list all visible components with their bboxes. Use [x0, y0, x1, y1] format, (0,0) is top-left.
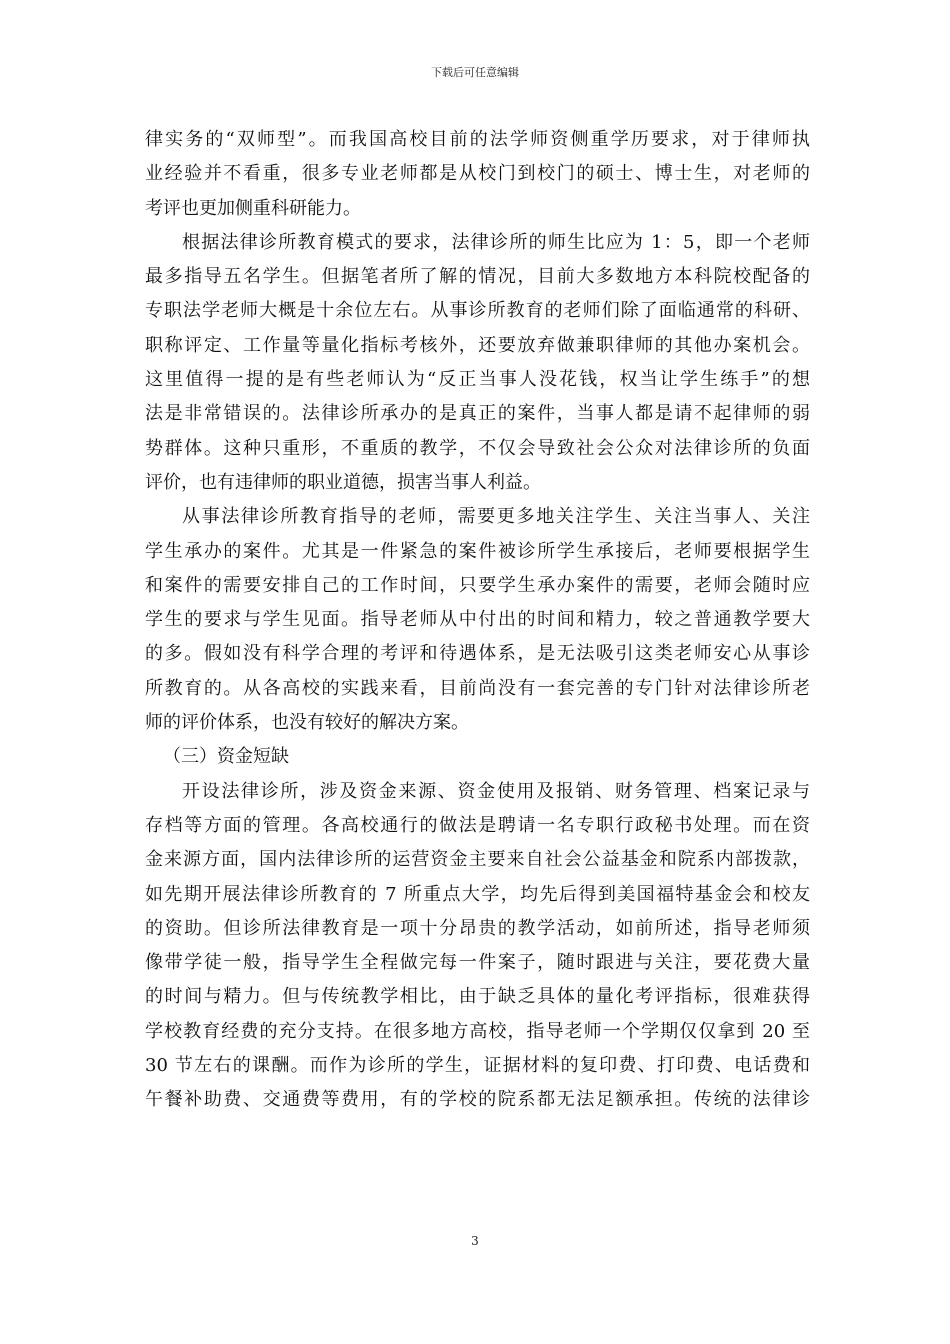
- paragraph: [145, 500, 810, 740]
- text-line: 午餐补助费、交通费等费用，有的学校的院系都无法足额承担。传统的法律诊: [145, 1089, 810, 1111]
- text-line: 的资助。但诊所法律教育是一项十分昂贵的教学活动，如前所述，指导老师须: [145, 917, 810, 939]
- text-line: 最多指导五名学生。但据笔者所了解的情况，目前大多数地方本科院校配备的: [145, 266, 810, 288]
- text-line: 开设法律诊所，涉及资金来源、资金使用及报销、财务管理、档案记录与: [182, 780, 810, 802]
- text-line: 学校教育经费的充分支持。在很多地方高校，指导老师一个学期仅仅拿到 20 至: [145, 1020, 810, 1042]
- section-heading: [145, 740, 810, 774]
- text-line: 专职法学老师大概是十余位左右。从事诊所教育的老师们除了面临通常的科研、: [145, 300, 810, 322]
- text-line: 像带学徒一般，指导学生全程做完每一件案子，随时跟进与关注，要花费大量: [145, 952, 810, 974]
- text-line: 30 节左右的课酬。而作为诊所的学生，证据材料的复印费、打印费、电话费和: [145, 1055, 810, 1077]
- text-line: 如先期开展法律诊所教育的 7 所重点大学，均先后得到美国福特基金会和校友: [145, 883, 810, 905]
- text-line: 业经验并不看重，很多专业老师都是从校门到校门的硕士、博士生，对老师的: [145, 163, 810, 185]
- text-line: 法是非常错误的。法律诊所承办的是真正的案件，当事人都是请不起律师的弱: [145, 403, 810, 425]
- text-line: 存档等方面的管理。各高校通行的做法是聘请一名专职行政秘书处理。而在资: [145, 814, 810, 836]
- page-header: 下载后可任意编辑: [431, 66, 519, 79]
- paragraph: [145, 123, 810, 226]
- text-line: 学生承办的案件。尤其是一件紧急的案件被诊所学生承接后，老师要根据学生: [145, 540, 810, 562]
- section-heading-text: （三）资金短缺: [163, 746, 289, 768]
- text-line: 评价，也有违律师的职业道德，损害当事人利益。: [145, 471, 541, 493]
- paragraph: [145, 226, 810, 500]
- text-line: 的多。假如没有科学合理的考评和待遇体系，是无法吸引这类老师安心从事诊: [145, 643, 810, 665]
- text-line: 职称评定、工作量等量化指标考核外，还要放弃做兼职律师的其他办案机会。: [145, 334, 810, 356]
- text-line: 律实务的“双师型”。而我国高校目前的法学师资侧重学历要求，对于律师执: [145, 129, 810, 150]
- document-body: [145, 123, 810, 1118]
- text-line: 的时间与精力。但与传统教学相比，由于缺乏具体的量化考评指标，很难获得: [145, 986, 810, 1008]
- page-number: 3: [471, 1234, 479, 1248]
- text-line: 和案件的需要安排自己的工作时间，只要学生承办案件的需要，老师会随时应: [145, 574, 810, 596]
- paragraph: [145, 775, 810, 1118]
- text-line: 金来源方面，国内法律诊所的运营资金主要来自社会公益基金和院系内部拨款，: [145, 849, 810, 871]
- text-line: 学生的要求与学生见面。指导老师从中付出的时间和精力，较之普通教学要大: [145, 609, 810, 631]
- text-line: 师的评价体系，也没有较好的解决方案。: [145, 712, 469, 734]
- text-line: 这里值得一提的是有些老师认为“反正当事人没花钱，权当让学生练手”的想: [145, 369, 810, 391]
- text-line: 根据法律诊所教育模式的要求，法律诊所的师生比应为 1：5，即一个老师: [182, 231, 810, 253]
- text-line: 从事法律诊所教育指导的老师，需要更多地关注学生、关注当事人、关注: [182, 506, 810, 528]
- text-line: 考评也更加侧重科研能力。: [145, 197, 361, 219]
- text-line: 所教育的。从各高校的实践来看，目前尚没有一套完善的专门针对法律诊所老: [145, 677, 810, 699]
- text-line: 势群体。这种只重形，不重质的教学，不仅会导致社会公众对法律诊所的负面: [145, 437, 810, 459]
